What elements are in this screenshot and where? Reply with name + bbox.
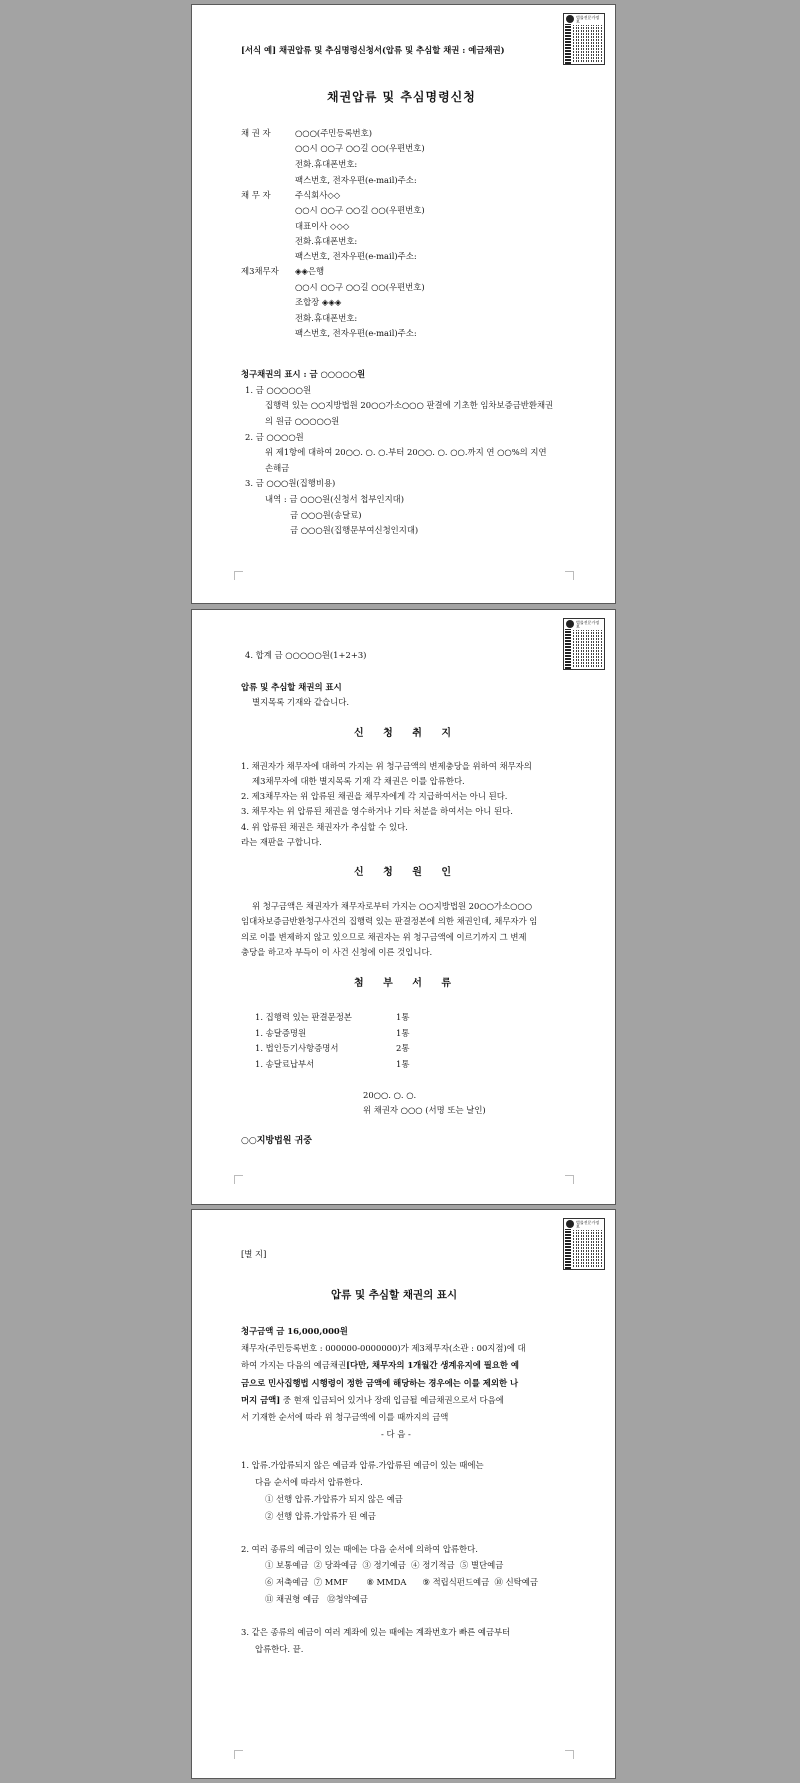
cause-text-2: 임대차보증금반환청구사건의 집행력 있는 판결정본에 의한 채권인데, 채무자가 임 — [241, 916, 538, 926]
claim-amount: 청구금액 금 16,000,000원 — [241, 1326, 348, 1336]
attachment-name: 1. 송달증명원 — [255, 1028, 307, 1038]
annex-desc-1: 채무자(주민등록번호 : 000000-0000000)가 제3채무자(소관 : 00지점)에 대 — [241, 1343, 526, 1353]
attachments-title: 첨 부 서 류 — [354, 978, 460, 989]
claim-item-3: 3. 금 ○○○원(집행비용) — [245, 478, 336, 488]
purpose-closing: 라는 재판을 구합니다. — [241, 837, 322, 847]
claim-item-3-breakdown: 내역 : 금 ○○○원(신청서 첩부인지대) — [265, 494, 405, 504]
seizure-text: 별지목록 기재와 같습니다. — [252, 697, 349, 707]
annex-desc-4-plain: 중 현재 입금되어 있거나 장래 입금될 예금채권으로서 다음에 — [280, 1395, 504, 1405]
third-debtor-representative: 조합장 ◈◈◈ — [295, 297, 342, 307]
purpose-item-3: 3. 채무자는 위 압류된 채권을 영수하거나 기타 처분을 하여서는 아니 된다. — [241, 806, 513, 816]
debtor-label: 채 무 자 — [241, 190, 271, 200]
annex-desc-2 — [241, 1360, 519, 1371]
purpose-item-4: 4. 위 압류된 채권은 채권자가 추심할 수 있다. — [241, 822, 408, 832]
debtor-address: ○○시 ○○구 ○○길 ○○(우편번호) — [295, 205, 425, 215]
third-debtor-label: 제3채무자 — [241, 266, 279, 276]
claim-item-3-breakdown-2: 금 ○○○원(송달료) — [290, 510, 362, 520]
signature-line: 위 채권자 ○○○ (서명 또는 날인) — [363, 1105, 486, 1115]
claim-sum: 4. 합계 금 ○○○○○원(1+2+3) — [245, 650, 367, 660]
crop-mark — [234, 1750, 243, 1759]
document-page-3 — [191, 1209, 616, 1779]
annex-title: 압류 및 추심할 채권의 표시 — [331, 1289, 458, 1301]
document-page-2 — [191, 609, 616, 1205]
purpose-item-1: 1. 채권자가 채무자에 대하여 가지는 위 청구금액의 변제충당을 위하여 채무자의 — [241, 761, 532, 771]
qr-code-badge: 법률전문가정보 — [563, 618, 605, 670]
claim-item-1-desc: 집행력 있는 ○○지방법원 20○○가소○○○ 판결에 기초한 임차보증금반환채권 — [265, 400, 554, 410]
claim-item-2: 2. 금 ○○○○원 — [245, 432, 304, 442]
seizure-heading: 압류 및 추심할 채권의 표시 — [241, 682, 342, 692]
rule-1-option-2: ② 선행 압류․가압류가 된 예금 — [265, 1511, 376, 1521]
purpose-title: 신 청 취 지 — [354, 728, 460, 739]
crop-mark — [565, 1750, 574, 1759]
purpose-item-1-cont: 제3채무자에 대한 별지목록 기재 각 채권은 이를 압류한다. — [252, 776, 465, 786]
cause-text-3: 의로 이를 변제하지 않고 있으므로 채권자는 위 청구금액에 이르기까지 그 변제 — [241, 932, 527, 942]
attachment-count: 1통 — [396, 1012, 410, 1022]
document-title: 채권압류 및 추심명령신청 — [327, 90, 476, 104]
qr-code-badge: 법률전문가정보 — [563, 1218, 605, 1270]
attachment-count: 1통 — [396, 1059, 410, 1069]
cause-text-4: 충당을 하고자 부득이 이 사건 신청에 이른 것입니다. — [241, 947, 433, 957]
debtor-phone: 전화․휴대폰번호: — [295, 236, 358, 246]
annex-label: [별 지] — [241, 1249, 267, 1259]
debtor-representative: 대표이사 ◇◇◇ — [295, 221, 350, 231]
attachment-name: 1. 송달료납부서 — [255, 1059, 315, 1069]
attachment-count: 1통 — [396, 1028, 410, 1038]
form-title: [서식 예] 채권압류 및 추심명령신청서(압류 및 추심할 채권 : 예금채권) — [241, 45, 505, 55]
third-debtor-address: ○○시 ○○구 ○○길 ○○(우편번호) — [295, 282, 425, 292]
rule-2-types-3: ⑪ 채권형 예금 ⑫청약예금 — [265, 1594, 368, 1604]
claim-item-1-desc-2: 의 원금 ○○○○○원 — [265, 416, 340, 426]
cause-title: 신 청 원 인 — [354, 867, 460, 878]
third-debtor-fax: 팩스번호, 전자우편(e-mail)주소: — [295, 328, 417, 338]
creditor-label: 채 권 자 — [241, 128, 271, 138]
rule-2: 2. 여러 종류의 예금이 있는 때에는 다음 순서에 의하여 압류한다. — [241, 1544, 478, 1554]
signature-date: 20○○. ○. ○. — [363, 1090, 417, 1100]
crop-mark — [234, 571, 243, 580]
rule-1-cont: 다음 순서에 따라서 압류한다. — [255, 1477, 363, 1487]
qr-code-badge: 법률전문가정보 — [563, 13, 605, 65]
creditor-fax: 팩스번호, 전자우편(e-mail)주소: — [295, 175, 417, 185]
document-page-1 — [191, 4, 616, 604]
debtor-fax: 팩스번호, 전자우편(e-mail)주소: — [295, 251, 417, 261]
annex-desc-5: 서 기재한 순서에 따라 위 청구금액에 이를 때까지의 금액 — [241, 1412, 449, 1422]
attachment-name: 1. 법인등기사항증명서 — [255, 1043, 339, 1053]
logo-icon — [566, 620, 574, 628]
claim-item-1: 1. 금 ○○○○○원 — [245, 385, 312, 395]
da-eum-heading: - 다 음 - — [381, 1429, 411, 1439]
logo-icon — [566, 15, 574, 23]
crop-mark — [234, 1175, 243, 1184]
purpose-item-2: 2. 제3채무자는 위 압류된 채권을 채무자에게 각 지급하여서는 아니 된다. — [241, 791, 508, 801]
annex-desc-2-plain: 하여 가지는 다음의 예금채권 — [241, 1360, 347, 1370]
rule-1-option-1: ① 선행 압류․가압류가 되지 않은 예금 — [265, 1494, 403, 1504]
crop-mark — [565, 571, 574, 580]
annex-desc-4-bold: 머지 금액] — [241, 1395, 281, 1405]
annex-desc-3: 금으로 민사집행법 시행령이 정한 금액에 해당하는 경우에는 이를 제외한 나 — [241, 1378, 519, 1388]
claim-heading: 청구채권의 표시 : 금 ○○○○○원 — [241, 369, 366, 379]
creditor-name: ○○○(주민등록번호) — [295, 128, 372, 138]
third-debtor-name: ◈◈은행 — [295, 266, 325, 276]
annex-desc-2-bold: [다만, 채무자의 1개월간 생계유지에 필요한 예 — [346, 1360, 519, 1370]
claim-item-3-breakdown-3: 금 ○○○원(집행문부여신청인지대) — [290, 525, 419, 535]
logo-icon — [566, 1220, 574, 1228]
debtor-name: 주식회사◇◇ — [295, 190, 341, 200]
claim-item-2-desc: 위 제1항에 대하여 20○○. ○. ○.부터 20○○. ○. ○○.까지 연 ○○%의 지연 — [265, 447, 547, 457]
rule-1: 1. 압류․가압류되지 않은 예금과 압류․가압류된 예금이 있는 때에는 — [241, 1460, 484, 1470]
crop-mark — [565, 1175, 574, 1184]
annex-desc-4 — [241, 1395, 504, 1406]
cause-text-1: 위 청구금액은 채권자가 채무자로부터 가지는 ○○지방법원 20○○가소○○○ — [252, 901, 533, 911]
attachment-name: 1. 집행력 있는 판결문정본 — [255, 1012, 352, 1022]
claim-item-2-desc-2: 손해금 — [265, 463, 290, 473]
court-addressee: ○○지방법원 귀중 — [241, 1136, 313, 1146]
creditor-phone: 전화․휴대폰번호: — [295, 159, 358, 169]
rule-3: 3. 같은 종류의 예금이 여러 계좌에 있는 때에는 계좌번호가 빠른 예금부터 — [241, 1627, 511, 1637]
third-debtor-phone: 전화․휴대폰번호: — [295, 313, 358, 323]
rule-3-cont: 압류한다. 끝. — [255, 1644, 304, 1654]
rule-2-types-1: ① 보통예금 ② 당좌예금 ③ 정기예금 ④ 정기적금 ⑤ 별단예금 — [265, 1560, 504, 1570]
attachment-count: 2통 — [396, 1043, 410, 1053]
rule-2-types-2: ⑥ 저축예금 ⑦ MMF ⑧ MMDA ⑨ 적립식펀드예금 ⑩ 신탁예금 — [265, 1577, 538, 1587]
creditor-address: ○○시 ○○구 ○○길 ○○(우편번호) — [295, 143, 425, 153]
